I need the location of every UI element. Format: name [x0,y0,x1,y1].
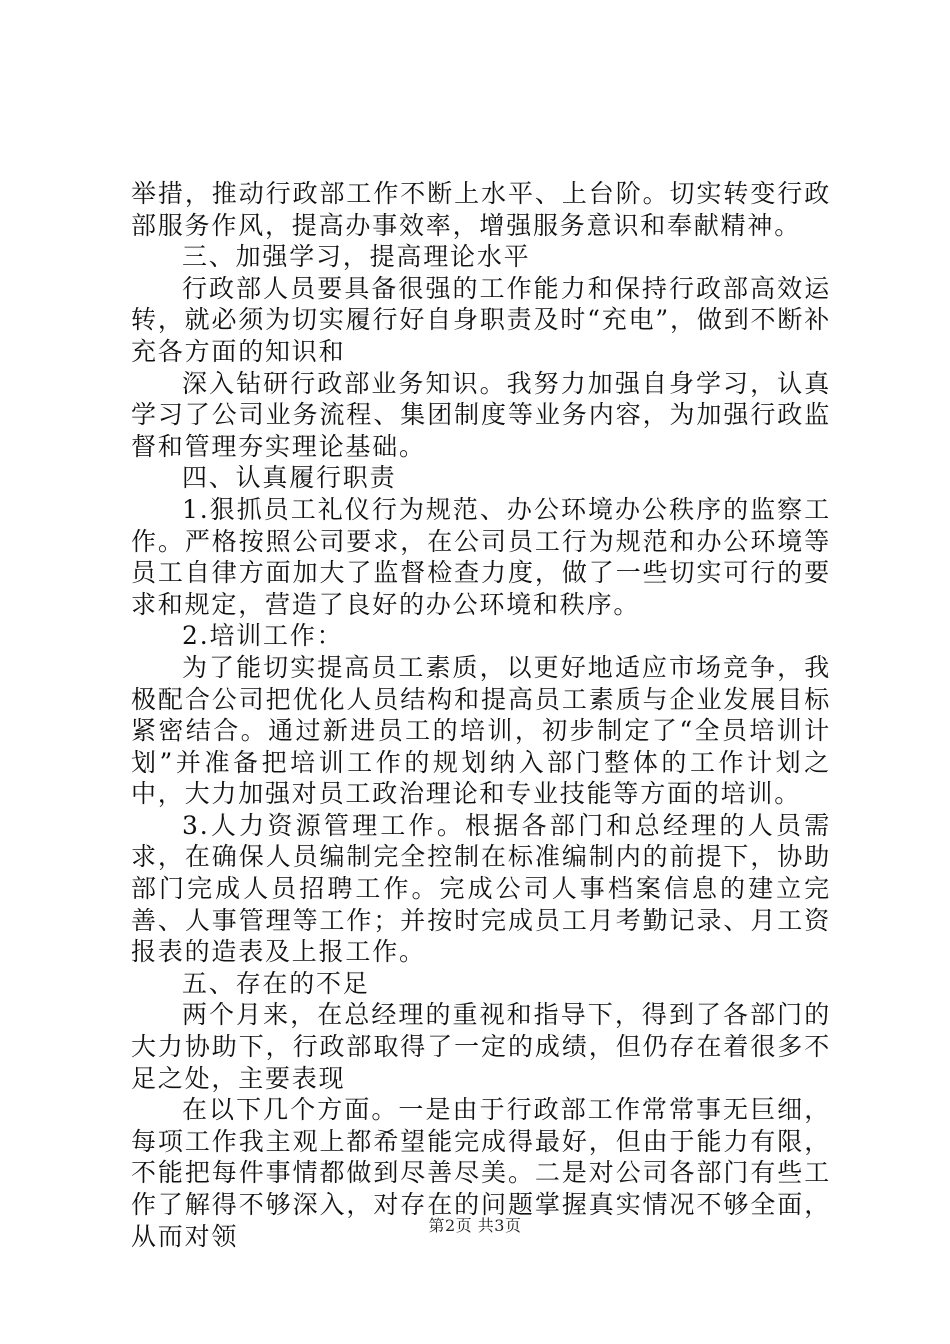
paragraph: 两个月来，在总经理的重视和指导下，得到了各部门的大力协助下，行政部取得了一定的成绩，但仍存在着很多不足之处，主要表现 [131,1000,831,1093]
paragraph: 3.人力资源管理工作。根据各部门和总经理的人员需求，在确保人员编制完全控制在标准编制内的前提下，协助部门完成人员招聘工作。完成公司人事档案信息的建立完善、人事管理等工作；并按时完成员工月考勤记录、月工资报表的造表及上报工作。 [131,810,831,967]
paragraph: 1.狠抓员工礼仪行为规范、办公环境办公秩序的监察工作。严格按照公司要求，在公司员工行为规范和办公环境等员工自律方面加大了监督检查力度，做了一些切实可行的要求和规定，营造了良好的办公环境和秩序。 [131,494,831,619]
subsection-heading: 2.培训工作： [182,621,344,651]
paragraph: 在以下几个方面。一是由于行政部工作常常事无巨细，每项工作我主观上都希望能完成得最好，但由于能力有限，不能把每件事情都做到尽善尽美。二是对公司各部门有些工作了解得不够深入，对存在的问题掌握真实情况不够全面，从而对领 [131,1095,831,1251]
page-number-footer: 第2页 共3页 [428,1216,522,1235]
section-heading: 三、加强学习，提高理论水平 [182,242,531,272]
section-heading: 四、认真履行职责 [182,463,397,493]
paragraph: 举措，推动行政部工作不断上水平、上台阶。切实转变行政部服务作风，提高办事效率，增强服务意识和奉献精神。 [131,179,831,240]
section-heading: 五、存在的不足 [182,968,370,998]
document-body [131,178,831,1252]
paragraph: 为了能切实提高员工素质，以更好地适应市场竞争，我极配合公司把优化人员结构和提高员工素质与企业发展目标紧密结合。通过新进员工的培训，初步制定了“全员培训计划”并准备把培训工作的规划纳入部门整体的工作计划之中，大力加强对员工政治理论和专业技能等方面的培训。 [131,652,831,809]
paragraph: 深入钻研行政部业务知识。我努力加强自身学习，认真学习了公司业务流程、集团制度等业务内容，为加强行政监督和管理夯实理论基础。 [131,368,831,461]
paragraph: 行政部人员要具备很强的工作能力和保持行政部高效运转，就必须为切实履行好自身职责及时“充电”，做到不断补充各方面的知识和 [131,273,831,366]
